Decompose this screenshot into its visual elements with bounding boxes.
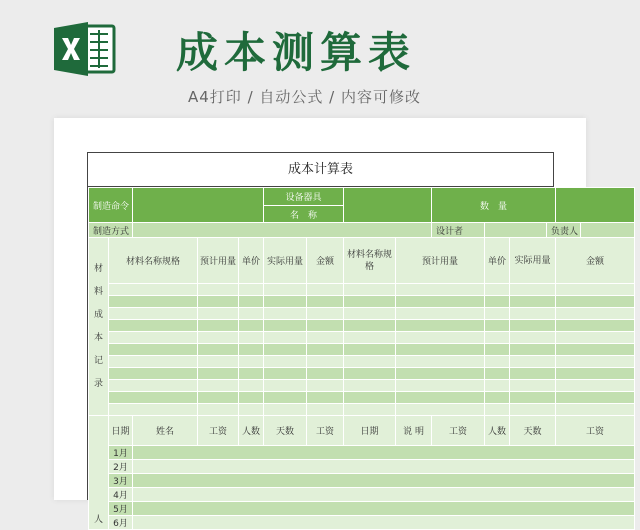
month-cell: 5月 [109, 502, 133, 516]
material-row[interactable] [344, 368, 396, 380]
material-row[interactable] [198, 356, 239, 368]
material-row[interactable] [109, 404, 198, 416]
material-row[interactable] [556, 332, 635, 344]
material-row[interactable] [344, 344, 396, 356]
side-char: 材 [93, 263, 103, 274]
material-row[interactable] [307, 368, 344, 380]
material-row[interactable] [307, 332, 344, 344]
material-row[interactable] [344, 392, 396, 404]
material-row[interactable] [307, 380, 344, 392]
material-row[interactable] [344, 332, 396, 344]
material-header: 材料名称规格 [344, 238, 396, 284]
material-row[interactable] [344, 284, 396, 296]
material-row[interactable] [556, 320, 635, 332]
labor-row[interactable] [133, 460, 635, 474]
material-row[interactable] [396, 308, 485, 320]
labor-header: 工资 [432, 416, 485, 446]
material-row[interactable] [396, 344, 485, 356]
labor-header: 天数 [264, 416, 307, 446]
material-row[interactable] [264, 344, 307, 356]
material-row[interactable] [556, 356, 635, 368]
owner-label: 负责人 [547, 223, 581, 238]
material-row[interactable] [510, 284, 556, 296]
material-row[interactable] [396, 332, 485, 344]
material-row[interactable] [264, 284, 307, 296]
material-row[interactable] [109, 296, 198, 308]
material-row[interactable] [198, 404, 239, 416]
material-row[interactable] [264, 296, 307, 308]
equipment-value[interactable] [344, 188, 432, 223]
material-row[interactable] [239, 404, 264, 416]
labor-side-label: 人 [89, 416, 109, 530]
material-row[interactable] [556, 380, 635, 392]
order-label: 制造命令 [89, 188, 133, 223]
labor-row[interactable] [133, 474, 635, 488]
material-row[interactable] [485, 356, 510, 368]
labor-header: 日期 [344, 416, 396, 446]
labor-header: 姓名 [133, 416, 198, 446]
designer-value[interactable] [485, 223, 547, 238]
side-char: 本 [93, 332, 103, 343]
material-row[interactable] [485, 296, 510, 308]
material-row[interactable] [396, 296, 485, 308]
month-cell: 2月 [109, 460, 133, 474]
material-row[interactable] [485, 380, 510, 392]
material-row[interactable] [239, 356, 264, 368]
material-row[interactable] [510, 332, 556, 344]
material-row[interactable] [396, 356, 485, 368]
cost-table [88, 187, 635, 530]
material-row[interactable] [556, 308, 635, 320]
labor-header: 天数 [510, 416, 556, 446]
material-row[interactable] [556, 296, 635, 308]
material-header: 预计用量 [198, 238, 239, 284]
material-row[interactable] [485, 320, 510, 332]
material-row[interactable] [239, 296, 264, 308]
material-row[interactable] [264, 392, 307, 404]
labor-header: 工资 [198, 416, 239, 446]
material-row[interactable] [198, 380, 239, 392]
excel-icon [52, 20, 116, 78]
material-row[interactable] [239, 332, 264, 344]
material-side-label [89, 238, 109, 416]
material-row[interactable] [510, 320, 556, 332]
material-row[interactable] [396, 284, 485, 296]
material-row[interactable] [556, 404, 635, 416]
material-row[interactable] [344, 308, 396, 320]
material-row[interactable] [485, 332, 510, 344]
labor-row[interactable] [133, 446, 635, 460]
material-row[interactable] [510, 380, 556, 392]
material-header: 预计用量 [396, 238, 485, 284]
material-row[interactable] [307, 344, 344, 356]
material-row[interactable] [198, 368, 239, 380]
material-row[interactable] [485, 344, 510, 356]
name-label: 名 称 [264, 206, 344, 223]
material-header: 金额 [307, 238, 344, 284]
material-row[interactable] [109, 332, 198, 344]
quantity-label: 数 量 [432, 188, 556, 223]
material-row[interactable] [109, 320, 198, 332]
labor-header: 说 明 [396, 416, 432, 446]
material-header: 单价 [239, 238, 264, 284]
material-row[interactable] [239, 308, 264, 320]
material-row[interactable] [109, 344, 198, 356]
material-row[interactable] [264, 320, 307, 332]
material-row[interactable] [307, 296, 344, 308]
material-row[interactable] [307, 308, 344, 320]
material-row[interactable] [396, 404, 485, 416]
material-header: 单价 [485, 238, 510, 284]
labor-header: 人数 [239, 416, 264, 446]
labor-row[interactable] [133, 488, 635, 502]
material-header: 金额 [556, 238, 635, 284]
sheet-title: 成本计算表 [88, 153, 553, 187]
method-value[interactable] [133, 223, 432, 238]
labor-header: 工资 [556, 416, 635, 446]
material-row[interactable] [344, 356, 396, 368]
page-title: 成本测算表 [176, 28, 417, 77]
material-row[interactable] [307, 320, 344, 332]
material-row[interactable] [198, 296, 239, 308]
month-cell: 6月 [109, 516, 133, 530]
owner-value[interactable] [581, 223, 635, 238]
material-row[interactable] [239, 284, 264, 296]
spreadsheet-preview [54, 118, 605, 529]
method-label: 制造方式 [89, 223, 133, 238]
material-row[interactable] [109, 380, 198, 392]
side-char: 录 [93, 378, 103, 389]
material-row[interactable] [264, 356, 307, 368]
material-row[interactable] [556, 392, 635, 404]
material-row[interactable] [344, 404, 396, 416]
material-row[interactable] [485, 284, 510, 296]
material-row[interactable] [396, 368, 485, 380]
material-row[interactable] [396, 380, 485, 392]
material-row[interactable] [485, 308, 510, 320]
material-row[interactable] [239, 380, 264, 392]
page-subtitle: A4打印 / 自动公式 / 内容可修改 [188, 88, 421, 106]
material-row[interactable] [198, 284, 239, 296]
material-row[interactable] [344, 296, 396, 308]
order-value[interactable] [133, 188, 264, 223]
material-row[interactable] [556, 344, 635, 356]
side-char: 成 [93, 309, 103, 320]
material-row[interactable] [510, 296, 556, 308]
material-row[interactable] [239, 392, 264, 404]
material-row[interactable] [556, 368, 635, 380]
material-header: 材料名称规格 [109, 238, 198, 284]
labor-row[interactable] [133, 516, 635, 530]
quantity-value[interactable] [556, 188, 635, 223]
material-row[interactable] [264, 308, 307, 320]
material-row[interactable] [510, 356, 556, 368]
equipment-label: 设备器具 [264, 188, 344, 206]
material-row[interactable] [307, 392, 344, 404]
material-row[interactable] [307, 356, 344, 368]
month-cell: 3月 [109, 474, 133, 488]
material-row[interactable] [396, 392, 485, 404]
labor-header: 工资 [307, 416, 344, 446]
material-row[interactable] [510, 404, 556, 416]
material-row[interactable] [510, 308, 556, 320]
material-row[interactable] [198, 320, 239, 332]
side-char: 记 [93, 355, 103, 366]
material-row[interactable] [485, 392, 510, 404]
labor-header: 人数 [485, 416, 510, 446]
material-row[interactable] [264, 332, 307, 344]
material-row[interactable] [109, 356, 198, 368]
side-char: 料 [93, 286, 103, 297]
material-row[interactable] [109, 392, 198, 404]
labor-header: 日期 [109, 416, 133, 446]
material-row[interactable] [264, 380, 307, 392]
material-header: 实际用量 [510, 238, 556, 284]
designer-label: 设计者 [432, 223, 485, 238]
material-row[interactable] [344, 380, 396, 392]
month-cell: 4月 [109, 488, 133, 502]
material-row[interactable] [109, 368, 198, 380]
material-row[interactable] [198, 344, 239, 356]
material-row[interactable] [239, 368, 264, 380]
material-row[interactable] [510, 368, 556, 380]
material-row[interactable] [198, 392, 239, 404]
month-cell: 1月 [109, 446, 133, 460]
material-row[interactable] [556, 284, 635, 296]
page-header [0, 0, 640, 118]
material-row[interactable] [307, 404, 344, 416]
material-row[interactable] [510, 344, 556, 356]
material-row[interactable] [198, 308, 239, 320]
material-row[interactable] [264, 404, 307, 416]
material-row[interactable] [239, 320, 264, 332]
material-row[interactable] [485, 368, 510, 380]
material-row[interactable] [344, 320, 396, 332]
material-row[interactable] [109, 308, 198, 320]
cost-table-frame [87, 152, 605, 529]
material-row[interactable] [396, 320, 485, 332]
labor-row[interactable] [133, 502, 635, 516]
material-row[interactable] [198, 332, 239, 344]
material-row[interactable] [307, 284, 344, 296]
material-row[interactable] [485, 404, 510, 416]
material-row[interactable] [239, 344, 264, 356]
material-header: 实际用量 [264, 238, 307, 284]
material-row[interactable] [109, 284, 198, 296]
material-row[interactable] [264, 368, 307, 380]
material-row[interactable] [510, 392, 556, 404]
